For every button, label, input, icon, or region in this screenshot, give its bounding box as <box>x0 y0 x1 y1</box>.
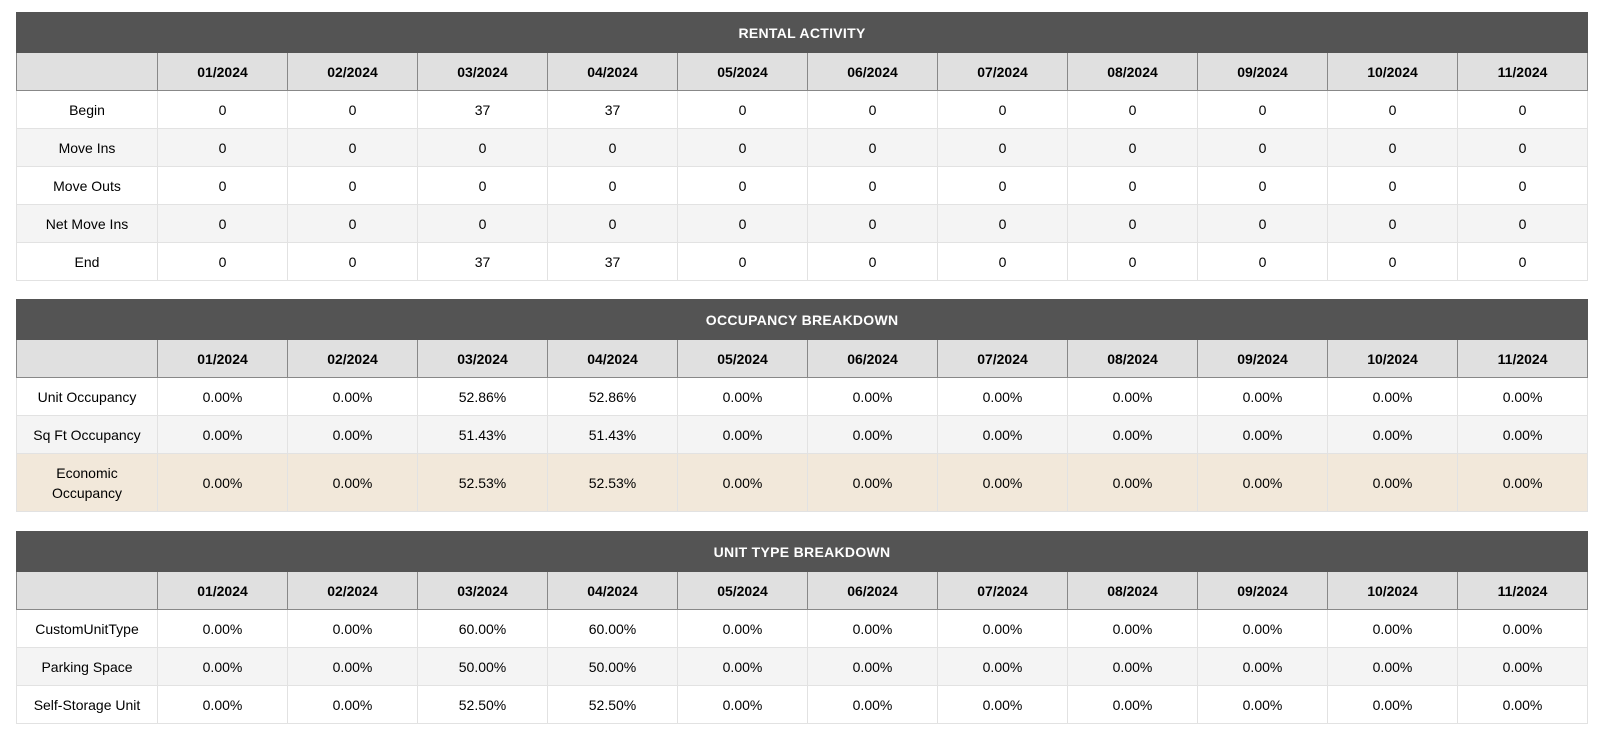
table-cell: 0 <box>808 167 938 205</box>
table-cell: 0 <box>288 167 418 205</box>
table-row <box>17 648 1588 686</box>
table-cell: 0.00% <box>938 610 1068 648</box>
table-cell: 0 <box>808 129 938 167</box>
table-cell: 0 <box>1328 91 1458 129</box>
column-header: 02/2024 <box>288 53 418 91</box>
column-header: 11/2024 <box>1458 572 1588 610</box>
table-cell: 0 <box>158 167 288 205</box>
table-cell: 0 <box>158 205 288 243</box>
column-header-row <box>17 53 1588 91</box>
row-label: Move Outs <box>17 167 158 205</box>
table-cell: 0.00% <box>678 610 808 648</box>
table-cell: 0.00% <box>1198 648 1328 686</box>
table-cell: 0.00% <box>1198 686 1328 724</box>
row-label-line: Occupancy <box>51 484 123 501</box>
table-cell: 0.00% <box>678 378 808 416</box>
row-label: Net Move Ins <box>17 205 158 243</box>
table-cell: 0 <box>1068 205 1198 243</box>
table-cell: 0.00% <box>938 648 1068 686</box>
occupancy-breakdown-table <box>16 299 1588 512</box>
table-cell: 0 <box>1328 167 1458 205</box>
row-label <box>17 454 158 512</box>
table-cell: 0 <box>288 243 418 281</box>
table-cell: 0 <box>418 205 548 243</box>
column-header: 08/2024 <box>1068 53 1198 91</box>
rental-activity-table <box>16 12 1588 281</box>
row-label: Parking Space <box>17 648 158 686</box>
column-header-row <box>17 340 1588 378</box>
table-row <box>17 610 1588 648</box>
column-header: 05/2024 <box>678 572 808 610</box>
column-header-empty <box>17 53 158 91</box>
table-cell: 0 <box>288 129 418 167</box>
table-cell: 0 <box>548 167 678 205</box>
table-cell: 0 <box>678 91 808 129</box>
table-cell: 0 <box>938 243 1068 281</box>
table-cell: 0.00% <box>1458 648 1588 686</box>
table-cell: 0.00% <box>808 416 938 454</box>
table-cell: 0.00% <box>808 648 938 686</box>
table-cell: 0 <box>678 205 808 243</box>
table-cell: 0.00% <box>1328 378 1458 416</box>
unit-type-breakdown-section <box>16 531 1588 724</box>
table-cell: 0.00% <box>288 378 418 416</box>
table-cell: 0 <box>288 91 418 129</box>
table-cell: 0 <box>548 129 678 167</box>
table-cell: 0 <box>158 243 288 281</box>
table-cell: 52.50% <box>418 686 548 724</box>
table-cell: 0 <box>678 129 808 167</box>
column-header: 10/2024 <box>1328 572 1458 610</box>
table-cell: 37 <box>418 243 548 281</box>
table-cell: 0.00% <box>1068 686 1198 724</box>
table-cell: 0.00% <box>678 648 808 686</box>
table-cell: 0 <box>808 243 938 281</box>
table-cell: 0.00% <box>1458 416 1588 454</box>
table-cell: 0.00% <box>288 610 418 648</box>
column-header: 10/2024 <box>1328 340 1458 378</box>
table-row-highlighted <box>17 454 1588 512</box>
column-header: 04/2024 <box>548 572 678 610</box>
column-header: 05/2024 <box>678 53 808 91</box>
row-label: Sq Ft Occupancy <box>17 416 158 454</box>
table-cell: 0.00% <box>1328 416 1458 454</box>
row-label: End <box>17 243 158 281</box>
table-cell: 0.00% <box>1458 686 1588 724</box>
table-cell: 0.00% <box>1198 454 1328 512</box>
table-cell: 0 <box>418 129 548 167</box>
table-cell: 0.00% <box>1198 378 1328 416</box>
table-cell: 52.86% <box>418 378 548 416</box>
table-cell: 0.00% <box>938 378 1068 416</box>
table-row <box>17 129 1588 167</box>
table-cell: 0.00% <box>1068 454 1198 512</box>
column-header: 06/2024 <box>808 340 938 378</box>
table-cell: 0 <box>1068 129 1198 167</box>
table-cell: 0 <box>158 91 288 129</box>
table-cell: 0 <box>1458 243 1588 281</box>
section-title: UNIT TYPE BREAKDOWN <box>17 532 1588 572</box>
table-cell: 0 <box>938 129 1068 167</box>
column-header-empty <box>17 572 158 610</box>
column-header: 08/2024 <box>1068 572 1198 610</box>
table-cell: 0.00% <box>1328 454 1458 512</box>
table-cell: 0.00% <box>1068 416 1198 454</box>
table-cell: 0.00% <box>158 454 288 512</box>
table-cell: 0.00% <box>288 686 418 724</box>
table-cell: 0 <box>158 129 288 167</box>
table-cell: 0.00% <box>1328 610 1458 648</box>
table-row <box>17 378 1588 416</box>
table-cell: 0.00% <box>938 686 1068 724</box>
table-cell: 0.00% <box>158 416 288 454</box>
column-header: 02/2024 <box>288 340 418 378</box>
column-header: 01/2024 <box>158 572 288 610</box>
table-cell: 0 <box>678 243 808 281</box>
column-header: 11/2024 <box>1458 53 1588 91</box>
table-cell: 0.00% <box>678 686 808 724</box>
table-cell: 0 <box>418 167 548 205</box>
table-cell: 0.00% <box>1328 648 1458 686</box>
table-cell: 52.53% <box>418 454 548 512</box>
column-header: 03/2024 <box>418 53 548 91</box>
column-header: 06/2024 <box>808 53 938 91</box>
row-label: Self-Storage Unit <box>17 686 158 724</box>
column-header: 05/2024 <box>678 340 808 378</box>
table-cell: 0.00% <box>1458 454 1588 512</box>
column-header: 06/2024 <box>808 572 938 610</box>
table-cell: 0.00% <box>808 610 938 648</box>
column-header: 07/2024 <box>938 572 1068 610</box>
table-cell: 0 <box>548 205 678 243</box>
column-header: 01/2024 <box>158 53 288 91</box>
table-cell: 0.00% <box>158 686 288 724</box>
table-cell: 0 <box>1198 167 1328 205</box>
table-cell: 0 <box>1198 243 1328 281</box>
column-header: 09/2024 <box>1198 572 1328 610</box>
table-cell: 0 <box>1458 167 1588 205</box>
table-cell: 0 <box>288 205 418 243</box>
table-cell: 0.00% <box>158 378 288 416</box>
column-header: 08/2024 <box>1068 340 1198 378</box>
column-header: 11/2024 <box>1458 340 1588 378</box>
table-cell: 0.00% <box>678 416 808 454</box>
table-cell: 0 <box>1068 243 1198 281</box>
column-header: 09/2024 <box>1198 340 1328 378</box>
table-cell: 0.00% <box>808 454 938 512</box>
table-cell: 51.43% <box>548 416 678 454</box>
column-header-empty <box>17 340 158 378</box>
table-cell: 0.00% <box>1458 610 1588 648</box>
row-label: CustomUnitType <box>17 610 158 648</box>
unit-type-breakdown-table <box>16 531 1588 724</box>
occupancy-breakdown-section <box>16 299 1588 512</box>
section-title: OCCUPANCY BREAKDOWN <box>17 300 1588 340</box>
table-cell: 0.00% <box>1198 610 1328 648</box>
table-row <box>17 167 1588 205</box>
table-cell: 0.00% <box>1068 378 1198 416</box>
table-row <box>17 205 1588 243</box>
column-header: 04/2024 <box>548 340 678 378</box>
table-row <box>17 686 1588 724</box>
table-row <box>17 416 1588 454</box>
row-label: Move Ins <box>17 129 158 167</box>
table-cell: 0.00% <box>938 454 1068 512</box>
column-header: 03/2024 <box>418 572 548 610</box>
table-cell: 0 <box>1068 91 1198 129</box>
table-cell: 0.00% <box>1068 648 1198 686</box>
table-cell: 0.00% <box>808 686 938 724</box>
table-cell: 0.00% <box>808 378 938 416</box>
table-cell: 0 <box>1068 167 1198 205</box>
section-title: RENTAL ACTIVITY <box>17 13 1588 53</box>
row-label: Unit Occupancy <box>17 378 158 416</box>
table-cell: 52.53% <box>548 454 678 512</box>
table-cell: 0.00% <box>1068 610 1198 648</box>
table-cell: 0 <box>1458 91 1588 129</box>
table-cell: 0 <box>1198 205 1328 243</box>
column-header: 07/2024 <box>938 340 1068 378</box>
column-header: 10/2024 <box>1328 53 1458 91</box>
table-cell: 0.00% <box>288 648 418 686</box>
table-cell: 0 <box>1458 129 1588 167</box>
table-cell: 0.00% <box>938 416 1068 454</box>
table-cell: 0 <box>1328 243 1458 281</box>
table-cell: 0.00% <box>158 610 288 648</box>
row-label: Begin <box>17 91 158 129</box>
table-cell: 0 <box>938 167 1068 205</box>
column-header: 02/2024 <box>288 572 418 610</box>
table-cell: 0 <box>1328 205 1458 243</box>
table-cell: 37 <box>548 91 678 129</box>
table-cell: 50.00% <box>418 648 548 686</box>
table-row <box>17 243 1588 281</box>
table-cell: 60.00% <box>548 610 678 648</box>
table-cell: 52.86% <box>548 378 678 416</box>
table-cell: 0.00% <box>678 454 808 512</box>
table-cell: 0.00% <box>1198 416 1328 454</box>
column-header: 09/2024 <box>1198 53 1328 91</box>
table-cell: 0 <box>1458 205 1588 243</box>
column-header: 01/2024 <box>158 340 288 378</box>
column-header: 04/2024 <box>548 53 678 91</box>
table-cell: 0 <box>938 91 1068 129</box>
table-cell: 0 <box>1328 129 1458 167</box>
table-cell: 0 <box>1198 129 1328 167</box>
table-cell: 0 <box>808 91 938 129</box>
table-cell: 0 <box>808 205 938 243</box>
table-cell: 0.00% <box>158 648 288 686</box>
row-label-line: Economic <box>56 464 118 481</box>
table-cell: 0 <box>938 205 1068 243</box>
column-header: 07/2024 <box>938 53 1068 91</box>
table-cell: 0.00% <box>1328 686 1458 724</box>
table-cell: 0.00% <box>1458 378 1588 416</box>
table-cell: 0 <box>678 167 808 205</box>
table-cell: 51.43% <box>418 416 548 454</box>
table-cell: 0.00% <box>288 454 418 512</box>
column-header-row <box>17 572 1588 610</box>
table-row <box>17 91 1588 129</box>
table-cell: 37 <box>418 91 548 129</box>
table-cell: 52.50% <box>548 686 678 724</box>
table-cell: 60.00% <box>418 610 548 648</box>
table-cell: 0 <box>1198 91 1328 129</box>
column-header: 03/2024 <box>418 340 548 378</box>
table-cell: 37 <box>548 243 678 281</box>
table-cell: 50.00% <box>548 648 678 686</box>
rental-activity-section <box>16 12 1588 281</box>
table-cell: 0.00% <box>288 416 418 454</box>
